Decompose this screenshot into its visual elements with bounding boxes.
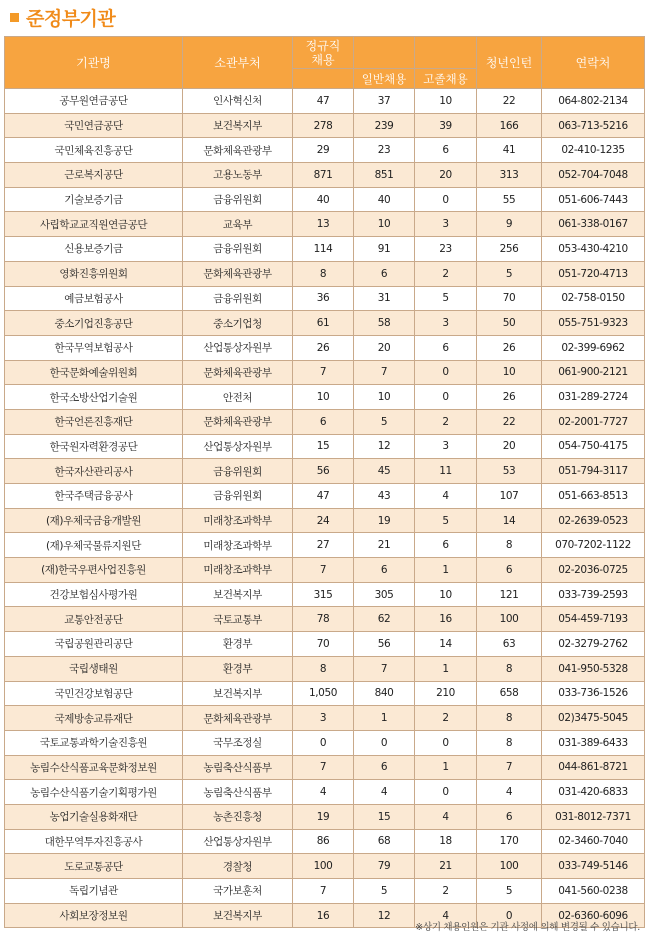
cell-general-hire: 21	[354, 533, 415, 558]
header-regular-hire	[293, 37, 354, 69]
cell-general-hire: 12	[354, 903, 415, 928]
table-row	[5, 829, 645, 854]
cell-contact: 054-459-7193	[542, 607, 645, 632]
table-row	[5, 409, 645, 434]
cell-general-hire: 840	[354, 681, 415, 706]
cell-ministry: 문화체육관광부	[183, 261, 293, 286]
cell-regular-hire: 27	[293, 533, 354, 558]
cell-institution: 신용보증기금	[5, 237, 183, 262]
cell-contact: 031-389-6433	[542, 730, 645, 755]
cell-general-hire: 15	[354, 804, 415, 829]
cell-institution: 국립생태원	[5, 656, 183, 681]
cell-contact: 041-560-0238	[542, 879, 645, 904]
cell-institution: (재)한국우편사업진흥원	[5, 558, 183, 583]
table-row	[5, 854, 645, 879]
cell-youth-intern: 256	[477, 237, 542, 262]
cell-ministry: 보건복지부	[183, 681, 293, 706]
cell-contact: 031-289-2724	[542, 385, 645, 410]
cell-contact: 031-8012-7371	[542, 804, 645, 829]
table-row	[5, 212, 645, 237]
cell-contact: 02-2001-7727	[542, 409, 645, 434]
table-row	[5, 138, 645, 163]
cell-general-hire: 56	[354, 632, 415, 657]
table-row	[5, 311, 645, 336]
cell-regular-hire: 78	[293, 607, 354, 632]
cell-ministry: 환경부	[183, 632, 293, 657]
table-body	[5, 89, 645, 928]
cell-institution: 교통안전공단	[5, 607, 183, 632]
cell-ministry: 미래창조과학부	[183, 533, 293, 558]
cell-high-school-hire: 0	[415, 730, 477, 755]
table-row	[5, 459, 645, 484]
cell-high-school-hire: 4	[415, 903, 477, 928]
cell-general-hire: 79	[354, 854, 415, 879]
cell-ministry: 미래창조과학부	[183, 558, 293, 583]
table-row	[5, 632, 645, 657]
cell-contact: 02-399-6962	[542, 335, 645, 360]
cell-high-school-hire: 2	[415, 706, 477, 731]
cell-general-hire: 851	[354, 163, 415, 188]
header-high-school: 고졸채용	[415, 69, 477, 89]
cell-ministry: 국가보훈처	[183, 879, 293, 904]
cell-ministry: 경찰청	[183, 854, 293, 879]
cell-regular-hire: 278	[293, 113, 354, 138]
cell-regular-hire: 29	[293, 138, 354, 163]
cell-institution: 한국무역보험공사	[5, 335, 183, 360]
cell-general-hire: 58	[354, 311, 415, 336]
cell-high-school-hire: 14	[415, 632, 477, 657]
cell-contact: 02-758-0150	[542, 286, 645, 311]
cell-ministry: 산업통상자원부	[183, 434, 293, 459]
cell-regular-hire: 100	[293, 854, 354, 879]
cell-regular-hire: 7	[293, 360, 354, 385]
cell-high-school-hire: 4	[415, 484, 477, 509]
cell-contact: 063-713-5216	[542, 113, 645, 138]
title-bullet-icon	[10, 13, 19, 22]
cell-institution: 도로교통공단	[5, 854, 183, 879]
cell-contact: 052-704-7048	[542, 163, 645, 188]
cell-high-school-hire: 21	[415, 854, 477, 879]
cell-regular-hire: 13	[293, 212, 354, 237]
cell-ministry: 금융위원회	[183, 286, 293, 311]
cell-youth-intern: 100	[477, 854, 542, 879]
cell-institution: 국립공원관리공단	[5, 632, 183, 657]
cell-contact: 041-950-5328	[542, 656, 645, 681]
cell-youth-intern: 8	[477, 533, 542, 558]
table-row	[5, 533, 645, 558]
cell-youth-intern: 107	[477, 484, 542, 509]
cell-institution: (재)우체국물류지원단	[5, 533, 183, 558]
cell-regular-hire: 40	[293, 187, 354, 212]
cell-institution: 건강보험심사평가원	[5, 582, 183, 607]
cell-ministry: 보건복지부	[183, 903, 293, 928]
cell-contact: 02-6360-6096	[542, 903, 645, 928]
table-row	[5, 335, 645, 360]
table-row	[5, 113, 645, 138]
cell-institution: 농림수산식품교육문화정보원	[5, 755, 183, 780]
cell-general-hire: 6	[354, 558, 415, 583]
cell-institution: 국민체육진흥공단	[5, 138, 183, 163]
cell-high-school-hire: 3	[415, 311, 477, 336]
cell-institution: 대한무역투자진흥공사	[5, 829, 183, 854]
table-header	[5, 37, 645, 89]
cell-institution: 국민연금공단	[5, 113, 183, 138]
cell-institution: 국민건강보험공단	[5, 681, 183, 706]
cell-youth-intern: 100	[477, 607, 542, 632]
cell-ministry: 환경부	[183, 656, 293, 681]
table-row	[5, 89, 645, 114]
cell-high-school-hire: 5	[415, 286, 477, 311]
cell-regular-hire: 19	[293, 804, 354, 829]
table-row	[5, 434, 645, 459]
cell-high-school-hire: 6	[415, 335, 477, 360]
cell-general-hire: 43	[354, 484, 415, 509]
cell-general-hire: 45	[354, 459, 415, 484]
cell-institution: 사회보장정보원	[5, 903, 183, 928]
cell-regular-hire: 10	[293, 385, 354, 410]
cell-general-hire: 5	[354, 409, 415, 434]
cell-institution: 한국자산관리공사	[5, 459, 183, 484]
cell-ministry: 농림축산식품부	[183, 755, 293, 780]
cell-high-school-hire: 11	[415, 459, 477, 484]
header-regular-hire-span	[354, 37, 415, 69]
cell-contact: 051-720-4713	[542, 261, 645, 286]
table-row	[5, 656, 645, 681]
cell-general-hire: 7	[354, 656, 415, 681]
cell-ministry: 미래창조과학부	[183, 508, 293, 533]
header-youth-intern: 청년인턴	[477, 37, 542, 89]
cell-institution: 영화진흥위원회	[5, 261, 183, 286]
table-row	[5, 755, 645, 780]
cell-high-school-hire: 0	[415, 385, 477, 410]
header-institution: 기관명	[5, 37, 183, 89]
table-row	[5, 780, 645, 805]
cell-contact: 051-794-3117	[542, 459, 645, 484]
cell-institution: 국제방송교류재단	[5, 706, 183, 731]
cell-contact: 02-2036-0725	[542, 558, 645, 583]
cell-ministry: 문화체육관광부	[183, 360, 293, 385]
cell-youth-intern: 70	[477, 286, 542, 311]
agency-table	[4, 36, 645, 928]
cell-general-hire: 37	[354, 89, 415, 114]
cell-general-hire: 10	[354, 385, 415, 410]
cell-youth-intern: 26	[477, 335, 542, 360]
cell-regular-hire: 26	[293, 335, 354, 360]
cell-institution: 한국원자력환경공단	[5, 434, 183, 459]
cell-general-hire: 239	[354, 113, 415, 138]
table-row	[5, 385, 645, 410]
cell-ministry: 산업통상자원부	[183, 829, 293, 854]
cell-high-school-hire: 6	[415, 138, 477, 163]
table-row	[5, 484, 645, 509]
cell-regular-hire: 61	[293, 311, 354, 336]
cell-contact: 033-736-1526	[542, 681, 645, 706]
cell-regular-hire: 3	[293, 706, 354, 731]
header-general: 일반채용	[354, 69, 415, 89]
cell-regular-hire: 7	[293, 558, 354, 583]
cell-institution: 한국문화예술위원회	[5, 360, 183, 385]
cell-regular-hire: 7	[293, 755, 354, 780]
cell-high-school-hire: 5	[415, 508, 477, 533]
cell-high-school-hire: 39	[415, 113, 477, 138]
cell-contact: 061-900-2121	[542, 360, 645, 385]
cell-general-hire: 6	[354, 261, 415, 286]
cell-ministry: 금융위원회	[183, 237, 293, 262]
cell-institution: (재)우체국금융개발원	[5, 508, 183, 533]
cell-institution: 농림수산식품기술기획평가원	[5, 780, 183, 805]
table-row	[5, 879, 645, 904]
cell-youth-intern: 313	[477, 163, 542, 188]
cell-general-hire: 5	[354, 879, 415, 904]
cell-youth-intern: 4	[477, 780, 542, 805]
cell-high-school-hire: 2	[415, 879, 477, 904]
cell-youth-intern: 50	[477, 311, 542, 336]
cell-ministry: 고용노동부	[183, 163, 293, 188]
cell-high-school-hire: 1	[415, 755, 477, 780]
cell-general-hire: 91	[354, 237, 415, 262]
cell-high-school-hire: 10	[415, 582, 477, 607]
cell-ministry: 금융위원회	[183, 484, 293, 509]
cell-youth-intern: 26	[477, 385, 542, 410]
cell-ministry: 금융위원회	[183, 459, 293, 484]
cell-youth-intern: 166	[477, 113, 542, 138]
cell-youth-intern: 63	[477, 632, 542, 657]
cell-regular-hire: 70	[293, 632, 354, 657]
table-row	[5, 804, 645, 829]
cell-institution: 한국주택금융공사	[5, 484, 183, 509]
table-row	[5, 582, 645, 607]
table-row	[5, 261, 645, 286]
cell-ministry: 교육부	[183, 212, 293, 237]
cell-contact: 031-420-6833	[542, 780, 645, 805]
cell-high-school-hire: 2	[415, 261, 477, 286]
cell-youth-intern: 121	[477, 582, 542, 607]
cell-general-hire: 68	[354, 829, 415, 854]
cell-contact: 033-749-5146	[542, 854, 645, 879]
cell-contact: 02-3279-2762	[542, 632, 645, 657]
cell-youth-intern: 5	[477, 261, 542, 286]
cell-general-hire: 4	[354, 780, 415, 805]
cell-general-hire: 10	[354, 212, 415, 237]
cell-contact: 02-410-1235	[542, 138, 645, 163]
cell-youth-intern: 8	[477, 656, 542, 681]
cell-youth-intern: 7	[477, 755, 542, 780]
cell-contact: 053-430-4210	[542, 237, 645, 262]
cell-youth-intern: 22	[477, 89, 542, 114]
cell-regular-hire: 315	[293, 582, 354, 607]
cell-regular-hire: 47	[293, 89, 354, 114]
cell-institution: 근로복지공단	[5, 163, 183, 188]
cell-contact: 061-338-0167	[542, 212, 645, 237]
cell-youth-intern: 8	[477, 706, 542, 731]
cell-high-school-hire: 16	[415, 607, 477, 632]
cell-general-hire: 0	[354, 730, 415, 755]
cell-high-school-hire: 210	[415, 681, 477, 706]
cell-general-hire: 305	[354, 582, 415, 607]
cell-high-school-hire: 10	[415, 89, 477, 114]
cell-general-hire: 31	[354, 286, 415, 311]
cell-ministry: 중소기업청	[183, 311, 293, 336]
cell-youth-intern: 10	[477, 360, 542, 385]
table-row	[5, 163, 645, 188]
table-row	[5, 558, 645, 583]
cell-regular-hire: 4	[293, 780, 354, 805]
cell-regular-hire: 15	[293, 434, 354, 459]
cell-ministry: 국토교통부	[183, 607, 293, 632]
cell-regular-hire: 47	[293, 484, 354, 509]
cell-high-school-hire: 3	[415, 434, 477, 459]
cell-high-school-hire: 23	[415, 237, 477, 262]
cell-institution: 독립기념관	[5, 879, 183, 904]
cell-ministry: 보건복지부	[183, 582, 293, 607]
cell-general-hire: 6	[354, 755, 415, 780]
cell-high-school-hire: 18	[415, 829, 477, 854]
cell-youth-intern: 5	[477, 879, 542, 904]
cell-regular-hire: 7	[293, 879, 354, 904]
cell-general-hire: 12	[354, 434, 415, 459]
cell-regular-hire: 0	[293, 730, 354, 755]
cell-general-hire: 23	[354, 138, 415, 163]
cell-ministry: 문화체육관광부	[183, 138, 293, 163]
cell-institution: 기술보증기금	[5, 187, 183, 212]
cell-high-school-hire: 4	[415, 804, 477, 829]
cell-regular-hire: 8	[293, 656, 354, 681]
cell-youth-intern: 14	[477, 508, 542, 533]
table-row	[5, 508, 645, 533]
header-ministry: 소관부처	[183, 37, 293, 89]
cell-youth-intern: 53	[477, 459, 542, 484]
cell-institution: 한국언론진흥재단	[5, 409, 183, 434]
cell-youth-intern: 41	[477, 138, 542, 163]
cell-ministry: 금융위원회	[183, 187, 293, 212]
cell-general-hire: 7	[354, 360, 415, 385]
cell-ministry: 인사혁신처	[183, 89, 293, 114]
cell-institution: 공무원연금공단	[5, 89, 183, 114]
cell-ministry: 안전처	[183, 385, 293, 410]
cell-ministry: 보건복지부	[183, 113, 293, 138]
cell-contact: 044-861-8721	[542, 755, 645, 780]
cell-general-hire: 19	[354, 508, 415, 533]
cell-ministry: 국무조정실	[183, 730, 293, 755]
cell-general-hire: 40	[354, 187, 415, 212]
cell-ministry: 농촌진흥청	[183, 804, 293, 829]
cell-contact: 02-3460-7040	[542, 829, 645, 854]
cell-general-hire: 1	[354, 706, 415, 731]
cell-general-hire: 62	[354, 607, 415, 632]
cell-contact: 02-2639-0523	[542, 508, 645, 533]
table-row	[5, 730, 645, 755]
cell-contact: 070-7202-1122	[542, 533, 645, 558]
cell-contact: 051-606-7443	[542, 187, 645, 212]
footnote: ※상기 채용인원은 기관 사정에 의해 변경될 수 있습니다.	[415, 922, 640, 933]
cell-high-school-hire: 6	[415, 533, 477, 558]
cell-regular-hire: 114	[293, 237, 354, 262]
cell-regular-hire: 36	[293, 286, 354, 311]
cell-high-school-hire: 20	[415, 163, 477, 188]
cell-youth-intern: 658	[477, 681, 542, 706]
cell-institution: 농업기술실용화재단	[5, 804, 183, 829]
cell-youth-intern: 9	[477, 212, 542, 237]
table-row	[5, 360, 645, 385]
cell-contact: 02)3475-5045	[542, 706, 645, 731]
cell-youth-intern: 55	[477, 187, 542, 212]
cell-contact: 051-663-8513	[542, 484, 645, 509]
cell-youth-intern: 22	[477, 409, 542, 434]
cell-regular-hire: 56	[293, 459, 354, 484]
cell-regular-hire: 8	[293, 261, 354, 286]
cell-youth-intern: 170	[477, 829, 542, 854]
cell-youth-intern: 6	[477, 804, 542, 829]
table-row	[5, 681, 645, 706]
cell-general-hire: 20	[354, 335, 415, 360]
cell-high-school-hire: 3	[415, 212, 477, 237]
cell-youth-intern: 0	[477, 903, 542, 928]
table-row	[5, 286, 645, 311]
cell-institution: 국토교통과학기술진흥원	[5, 730, 183, 755]
cell-high-school-hire: 1	[415, 558, 477, 583]
cell-high-school-hire: 0	[415, 187, 477, 212]
cell-contact: 055-751-9323	[542, 311, 645, 336]
cell-regular-hire: 871	[293, 163, 354, 188]
cell-institution: 사립학교교직원연금공단	[5, 212, 183, 237]
cell-institution: 예금보험공사	[5, 286, 183, 311]
cell-contact: 033-739-2593	[542, 582, 645, 607]
cell-ministry: 농림축산식품부	[183, 780, 293, 805]
title-row	[10, 2, 115, 32]
cell-ministry: 산업통상자원부	[183, 335, 293, 360]
cell-regular-hire: 16	[293, 903, 354, 928]
cell-ministry: 문화체육관광부	[183, 409, 293, 434]
cell-high-school-hire: 2	[415, 409, 477, 434]
page-title: 준정부기관	[26, 7, 116, 30]
cell-institution: 중소기업진흥공단	[5, 311, 183, 336]
cell-institution: 한국소방산업기술원	[5, 385, 183, 410]
cell-high-school-hire: 0	[415, 360, 477, 385]
header-regular-hire-bottom	[293, 69, 354, 89]
table-row	[5, 706, 645, 731]
header-regular-hire-span-2	[415, 37, 477, 69]
cell-regular-hire: 86	[293, 829, 354, 854]
cell-youth-intern: 8	[477, 730, 542, 755]
cell-contact: 064-802-2134	[542, 89, 645, 114]
cell-high-school-hire: 0	[415, 780, 477, 805]
cell-youth-intern: 20	[477, 434, 542, 459]
cell-regular-hire: 6	[293, 409, 354, 434]
header-contact: 연락처	[542, 37, 645, 89]
header-regular-hire-label: 정규직 채용	[305, 39, 341, 67]
cell-ministry: 문화체육관광부	[183, 706, 293, 731]
table-row	[5, 237, 645, 262]
table-row	[5, 607, 645, 632]
cell-youth-intern: 6	[477, 558, 542, 583]
table-row	[5, 187, 645, 212]
cell-regular-hire: 24	[293, 508, 354, 533]
cell-contact: 054-750-4175	[542, 434, 645, 459]
cell-high-school-hire: 1	[415, 656, 477, 681]
cell-regular-hire: 1,050	[293, 681, 354, 706]
